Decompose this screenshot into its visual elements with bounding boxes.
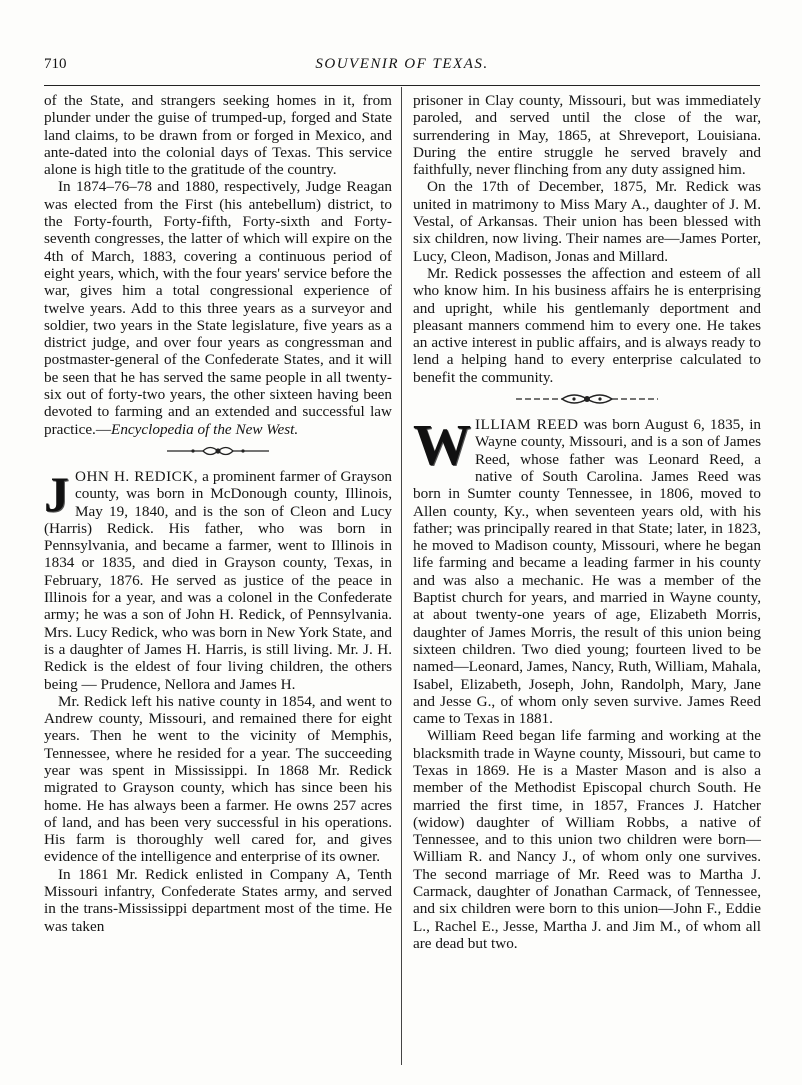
paragraph: In 1861 Mr. Redick enlisted in Company A, Tenth Missouri infantry, Confederate States army, and served in the trans-Mississippi department most of the time. He was taken (44, 865, 392, 935)
drop-cap: J (44, 465, 69, 522)
running-title: SOUVENIR OF TEXAS. (315, 56, 489, 72)
column-divider (401, 87, 402, 1065)
section-ornament (413, 391, 761, 407)
paragraph: of the State, and strangers seeking homes in it, from plunder under the guise of trumped-up, forged and State land claims, to be drawn from or forged in Mexico, and ante-dated into the colonial days of Texas. This service alone is high title to the gratitude of the country. (44, 92, 392, 179)
subject-name: ILLIAM REED (475, 416, 579, 434)
paragraph: prisoner in Clay county, Missouri, but was immediately paroled, and served until the close of the war, surrendering in May, 1865, at Shreveport, Louisiana. During the entire struggle he served bravely and faithfully, never flinching from any duty assigned him. (413, 92, 761, 179)
paragraph: Mr. Redick left his native county in 1854, and went to Andrew county, Missouri, and remained there for eight years. Then he went to the vicinity of Memphis, Tennessee, where he resided for a year. The succeeding year was spent in Mississippi. In 1868 Mr. Redick migrated to Grayson county, which has since been his home. He has always been a farmer. He owns 257 acres of land, and has been very successful in his operations. His farm is thoroughly well cared for, and gives evidence of the intelligence and enterprise of its owner. (44, 692, 392, 866)
paragraph: Mr. Redick possesses the affection and esteem of all who know him. In his business affairs he is enterprising and upright, while his gentlemanly deportment and pleasant manners commend him to every one. He takes an active interest in public affairs, and is always ready to lend a helping hand to every enterprise calculated to benefit the community. (413, 264, 761, 386)
drop-cap: W (413, 412, 471, 478)
left-column (44, 92, 392, 935)
subject-name: OHN H. REDICK, (75, 467, 199, 485)
paragraph: On the 17th of December, 1875, Mr. Redick was united in matrimony to Miss Mary A., daughter of J. M. Vestal, of Arkansas. Their union has been blessed with six children, now living. Their names are—James Porter, Lucy, Cleon, Madison, Jonas and Millard. (413, 178, 761, 265)
paragraph (44, 178, 392, 437)
page-header (44, 56, 760, 76)
ornament-flourish-icon (512, 391, 662, 407)
right-column (413, 92, 761, 952)
section-ornament (44, 443, 392, 459)
biography-redick-para (44, 465, 393, 693)
citation: Encyclopedia of the New West. (111, 420, 299, 438)
page-number: 710 (44, 56, 67, 72)
paragraph-text: a prominent farmer of Grayson county, was born in McDonough county, Illinois, May 19, 1840, and is the son of Cleon and Lucy (Harris) Redick. His father, who was born in Pennsylvania, and became a farmer, went to Illinois in 1834 or 1835, and died in Grayson county, Texas, in February, 1876. He served as justice of the peace in Illinois for a year, and was a colonel in the Confederate army; he was a son of John H. Redick, of Pennsylvania. Mrs. Lucy Redick, who was born in New York State, and is a daughter of James H. Harris, is still living. Mr. J. H. Redick is the eldest of four living children, the others being — Prudence, Nellora and James H. (44, 467, 393, 693)
ornament-flourish-icon (163, 443, 273, 459)
paragraph-text: In 1874–76–78 and 1880, respectively, Judge Reagan was elected from the First (his antebellum) district, to the Forty-fourth, Forty-fifth, Forty-sixth and Forty-seventh congresses, the latter of which will expire on the 4th of March, 1883, covering a continuous period of eight years, which, with the four years' service before the war, gives him a total congressional experience of twelve years. Add to this three years as a surveyor and soldier, two years in the State legislature, five years as a district judge, and over four years as congressman and postmaster-general of the Confederate States, and it will be seen that he has served the same people in all twenty-six out of forty-two years, the other sixteen having been devoted to farming and an extended and successful law practice.— (44, 178, 392, 438)
biography-reed-para (413, 412, 762, 728)
header-rule (44, 85, 760, 86)
paragraph-text: was born August 6, 1835, in Wayne county, Missouri, and is a son of James Reed, whose father was Leonard Reed, a native of South Carolina. James Reed was born in Sumter county Tennessee, in 1806, moved to Allen county, Ky., when seventeen years old, with his father; was principally reared in that State; later, in 1823, he moved to Madison county, Missouri, where he began life farming and became a leading farmer in his county and was also a mechanic. He was a member of the Baptist church for years, and married in Wayne county, at about twenty-one years of age, Elizabeth Morris, daughter of James Morris, the result of this union being sixteen children. Two died young; fourteen lived to be named—Leonard, James, Nancy, Ruth, William, Mahala, Isabel, Elizabeth, Joseph, John, Randolph, Mary, Jane and Jesse G., of whom only seven survive. James Reed came to Texas in 1881. (413, 416, 762, 728)
paragraph: William Reed began life farming and working at the blacksmith trade in Wayne county, Missouri, but came to Texas in 1869. He is a Master Mason and is also a member of the Methodist Episcopal church South. He married the first time, in 1857, Frances J. Hatcher (widow) daughter of William Robbs, a native of Tennessee, and to this union two children were born—William R. and Nancy J., of whom only one survives. The second marriage of Mr. Reed was to Martha J. Carmack, daughter of Jonathan Carmack, of Tennessee, and six children were born to this union—John F., Eddie L., Rachel E., Jesse, Martha J. and Jim M., of whom all are dead but two. (413, 727, 761, 952)
